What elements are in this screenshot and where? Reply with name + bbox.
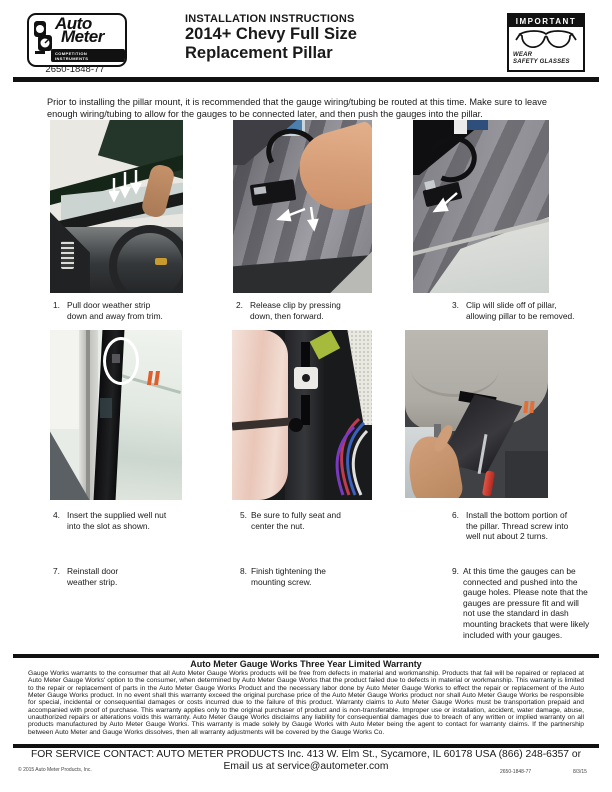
step-caption-8 (240, 566, 338, 587)
photo-step-2-release-clip (233, 120, 372, 293)
step-text: Be sure to fully seat and center the nut. (251, 510, 341, 531)
step-text: Release clip by pressing down, then forward. (250, 300, 341, 321)
step-text: Insert the supplied well nut into the slot as shown. (67, 510, 167, 531)
step-text: Reinstall door weather strip. (67, 566, 119, 587)
step-caption-1 (53, 300, 168, 321)
photo6-screwdriver-handle (482, 471, 495, 497)
photo3-window-sliver (454, 120, 468, 134)
arrow-diagonal-icon (429, 189, 463, 219)
photo1-air-vent (61, 241, 74, 269)
photo4-jamb-stripe (86, 330, 90, 500)
photo-step-5-seat-nut (232, 330, 372, 500)
footer-divider (13, 744, 599, 748)
photo4-highlight-circle (103, 337, 139, 385)
badge-wear-label: WEAR (513, 52, 533, 58)
photo-step-4-insert-well-nut (50, 330, 182, 500)
part-number: 2650-1848-77 (45, 64, 105, 75)
photo5-well-nut (294, 367, 318, 389)
footer-date: 8/3/15 (573, 769, 587, 775)
photo6-headliner-seam (411, 340, 500, 397)
header-divider (13, 77, 599, 82)
step-caption-7 (53, 566, 130, 587)
step-number: 5. (240, 510, 247, 520)
photo1-chevy-emblem (155, 258, 167, 265)
step-number: 4. (53, 510, 60, 520)
safety-warning-badge (507, 13, 585, 72)
step-caption-5 (240, 510, 352, 531)
step-caption-6 (452, 510, 579, 542)
title-block (185, 13, 357, 63)
arrow-left-down-icons (275, 203, 319, 237)
service-contact-line: FOR SERVICE CONTACT: AUTO METER PRODUCTS Inc. 413 W. Elm St., Sycamore, IL 60178 USA (866) 248-6357 or (30, 749, 582, 760)
photo5-wires (309, 417, 369, 497)
photo-step-6-install-pillar (405, 330, 548, 498)
step-caption-4 (53, 510, 176, 531)
intro-paragraph: Prior to installing the pillar mount, it is recommended that the gauge wiring/tubing be routed at this time. Make sure to leave enough wiring/tubing to allow for the gauges to be connected later, and then push the gauges into the pillar. (47, 97, 547, 119)
step-text: Pull door weather strip down and away from trim. (67, 300, 163, 321)
safety-glasses-icon (514, 28, 578, 52)
step-number: 6. (452, 510, 459, 520)
step-caption-2 (236, 300, 351, 321)
warranty-title: Auto Meter Gauge Works Three Year Limited Warranty (190, 659, 422, 669)
copyright-notice: © 2015 Auto Meter Products, Inc. (18, 767, 92, 773)
warranty-top-divider (13, 654, 599, 658)
service-email-line: Email us at service@autometer.com (223, 761, 389, 772)
logo-text-auto: Auto (55, 14, 92, 33)
badge-safety-glasses-label: SAFETY GLASSES (513, 58, 570, 65)
photo4-nut-slot (112, 354, 120, 363)
step-number: 1. (53, 300, 60, 310)
photo-step-3-clip-slides-off (413, 120, 549, 293)
logo-tagline: COMPETITION INSTRUMENTS (51, 49, 125, 62)
step-number: 9. (452, 566, 459, 576)
autometer-logo (27, 13, 127, 67)
doc-type: INSTALLATION INSTRUCTIONS (185, 13, 355, 25)
step-caption-3 (452, 300, 582, 321)
important-label: IMPORTANT (509, 15, 583, 27)
photo5-headliner (334, 330, 372, 425)
photo6-dark-corner (505, 451, 548, 498)
step-number: 3. (452, 300, 459, 310)
warranty-body: Gauge Works warrants to the consumer that all Auto Meter Gauge Works products will be free from defects in material and workmanship. Products that fail will be repaired or replaced at Auto Meter Gauge Works' option to the consumer, when determined by Auto Meter Gauge Works that the product failed due to defects in material or workmanship. This warranty is limited to the repair or replacement of parts in the Auto Meter Gauge Works Product and the necessary labor done by Auto Meter Gauge Works to effect the repair or replacement of the Auto Meter Gauge Works product. In no event shall this warranty exceed the original purchase price of the Auto Meter Gauge Works product nor shall Auto Meter Gauge Works be responsible for special, incidental or consequential damages or costs incurred due to the failure of this product. Warranty claims to Auto Meter Gauge Works must be transportation prepaid and accompanied with proof of purchase. This warranty applies only to the original purchaser of product and is non-transferable. Improper use or installation, accident, water damage, abuse, unauthorized repairs or alterations voids this warranty. Auto Meter Gauge Works disclaims any liability for consequential damages due to breach of any written or implied warranty on all products manufactured by Auto Meter Gauge Works. This warranty is made solely by Gauge Works with Auto Meter being the agent to contact for warranty claims. If the partnership between Auto Meter and Gauge Works dissolves, then all warranty adjustments will be covered by the Gauge Works Co. (28, 670, 584, 736)
step-text: Finish tightening the mounting screw. (251, 566, 326, 587)
doc-title-line2: Replacement Pillar (185, 44, 333, 62)
step-number: 8. (240, 566, 247, 576)
step-number: 2. (236, 300, 243, 310)
step-text: Clip will slide off of pillar, allowing pillar to be removed. (466, 300, 575, 321)
footer-part-number: 2650-1848-77 (500, 769, 532, 775)
arrow-down-icon (109, 168, 143, 204)
logo-text-meter: Meter (61, 27, 104, 46)
step-number: 7. (53, 566, 60, 576)
photo-step-1-pull-weather-strip (50, 120, 183, 293)
step-text: At this time the gauges can be connected and pushed into the gauge holes. Please note that the gauges are pressure fit and will not use the standard in dash mounting brackets that were likely included with your gauges. (463, 566, 590, 640)
photo4-door-edge (50, 330, 79, 429)
photo3-sky-sliver (467, 120, 487, 130)
photo5-curtain-airbag (232, 330, 288, 500)
step-text: Install the bottom portion of the pillar. Thread screw into well nut about 2 turns. (466, 510, 569, 542)
photo4-pillar-sheen (100, 398, 112, 418)
doc-title-line1: 2014+ Chevy Full Size (185, 25, 357, 43)
step-caption-9 (452, 566, 590, 640)
